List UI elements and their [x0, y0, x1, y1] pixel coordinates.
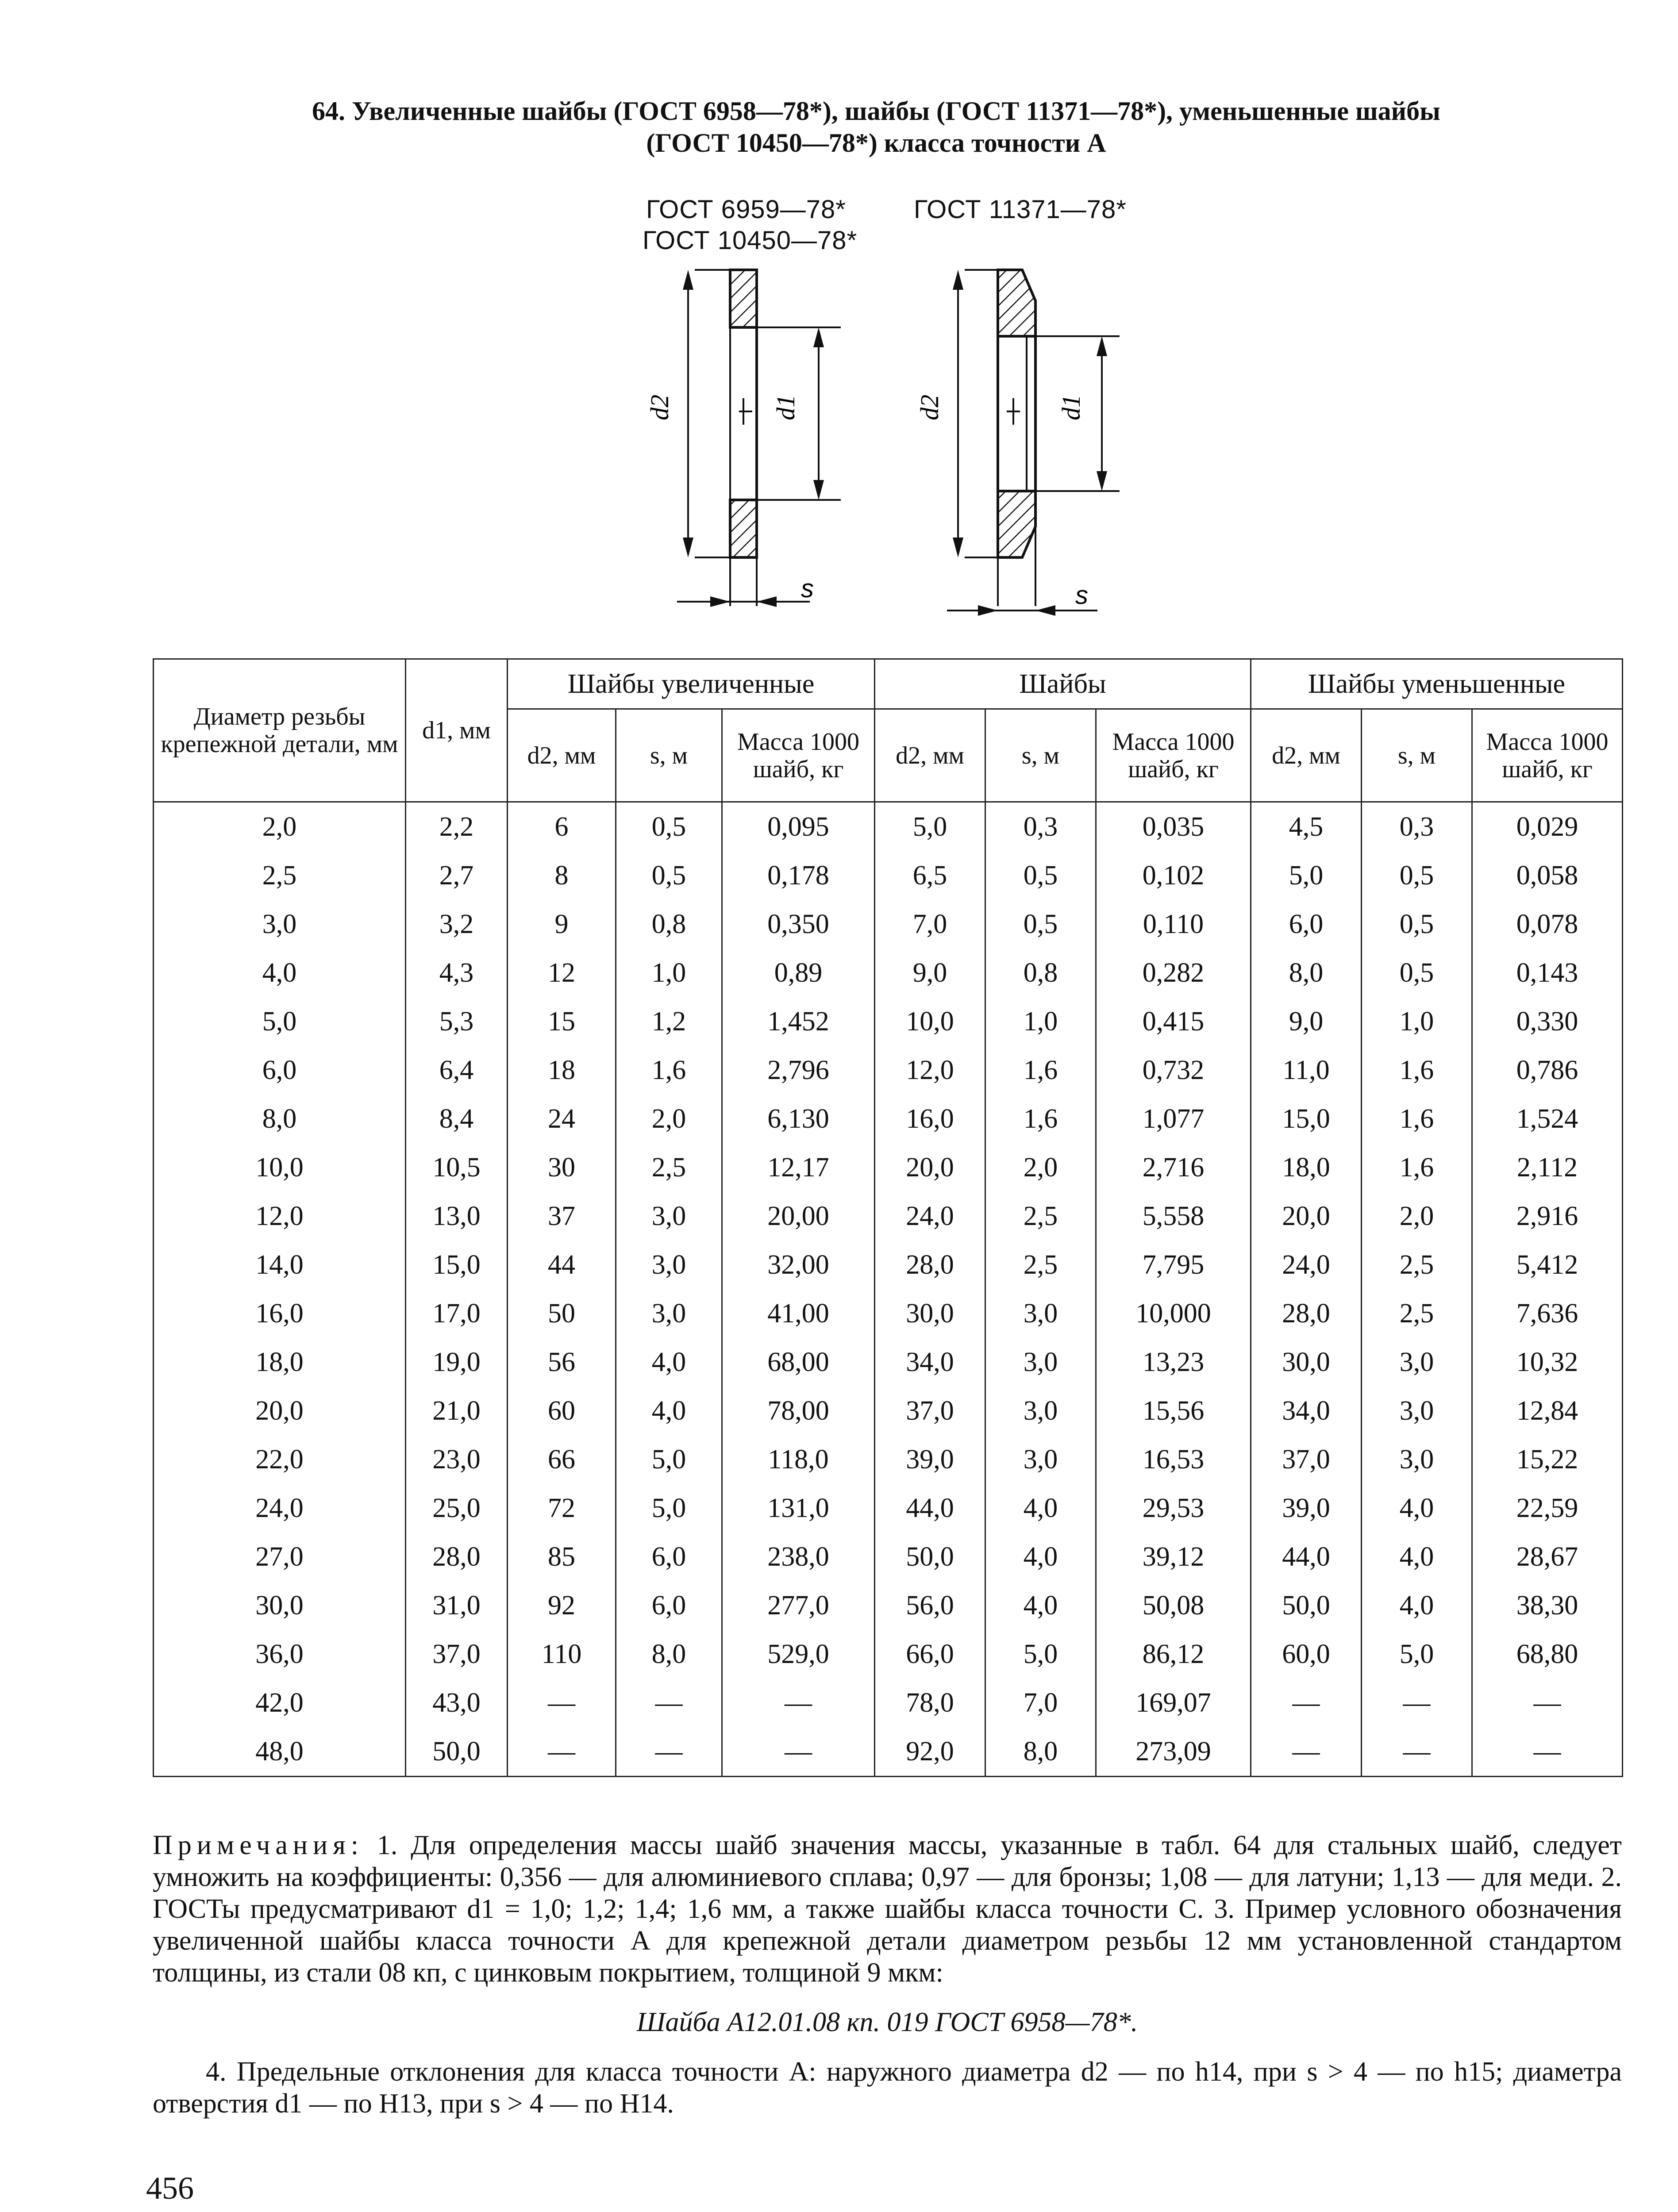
table-cell: —	[508, 1727, 616, 1777]
table-cell: 5,0	[1251, 851, 1362, 900]
table-cell: 27,0	[154, 1532, 406, 1581]
table-cell: 5,0	[1362, 1630, 1472, 1678]
table-cell: 39,0	[1251, 1484, 1362, 1532]
table-cell: 68,80	[1472, 1630, 1623, 1678]
table-cell: 1,6	[1362, 1143, 1472, 1192]
table-cell: 1,077	[1096, 1094, 1251, 1143]
table-row	[154, 802, 1623, 852]
table-cell: 39,12	[1096, 1532, 1251, 1581]
table-cell: 1,6	[1362, 1094, 1472, 1143]
table-row	[154, 949, 1623, 997]
table-cell: 7,0	[985, 1678, 1096, 1727]
table-row	[154, 1581, 1623, 1630]
table-cell: 1,6	[985, 1046, 1096, 1094]
table-cell: 28,0	[875, 1240, 985, 1289]
table-cell: 78,0	[875, 1678, 985, 1727]
table-cell: —	[722, 1678, 875, 1727]
table-cell: 6,0	[616, 1532, 722, 1581]
table-cell: 2,5	[1362, 1240, 1472, 1289]
table-cell: 0,786	[1472, 1046, 1623, 1094]
table-cell: 9	[508, 900, 616, 949]
table-cell: 2,5	[985, 1240, 1096, 1289]
header-s-reduced: s, м	[1362, 709, 1472, 802]
table-cell: 60,0	[1251, 1630, 1362, 1678]
table-row	[154, 1484, 1623, 1532]
table-cell: 0,415	[1096, 997, 1251, 1046]
table-cell: 2,0	[1362, 1192, 1472, 1240]
dim-d1-right: d1	[1057, 395, 1085, 420]
table-cell: 1,2	[616, 997, 722, 1046]
table-cell: 16,0	[154, 1289, 406, 1338]
table-cell: 4,0	[616, 1386, 722, 1435]
table-cell: 0,102	[1096, 851, 1251, 900]
table-cell: 86,12	[1096, 1630, 1251, 1678]
table-cell: 273,09	[1096, 1727, 1251, 1777]
flat-washer-section	[677, 270, 841, 607]
dim-s-left: s	[801, 574, 814, 603]
table-cell: 7,795	[1096, 1240, 1251, 1289]
table-cell: 8	[508, 851, 616, 900]
table-cell: 92,0	[875, 1727, 985, 1777]
table-cell: 37,0	[875, 1386, 985, 1435]
table-cell: 30,0	[1251, 1338, 1362, 1386]
table-cell: 4,0	[616, 1338, 722, 1386]
table-cell: 6	[508, 802, 616, 852]
table-cell: 169,07	[1096, 1678, 1251, 1727]
table-cell: —	[1251, 1727, 1362, 1777]
table-cell: 19,0	[406, 1338, 508, 1386]
table-cell: 4,0	[1362, 1484, 1472, 1532]
table-row	[154, 1532, 1623, 1581]
table-cell: 4,0	[985, 1484, 1096, 1532]
table-cell: 34,0	[875, 1338, 985, 1386]
table-cell: 20,0	[875, 1143, 985, 1192]
table-cell: 9,0	[1251, 997, 1362, 1046]
notes-text-1: 1. Для определения массы шайб значения массы, указанные в табл. 64 для стальных шайб, следует умножить на коэффициенты: 0,356 — для алюминиевого сплава; 0,97 — для бронзы; 1,08 — для латуни; 1,13 — для меди. 2. ГОСТы предусматривают d1 = 1,0; 1,2; 1,4; 1,6 мм, а также шайбы класса точности С. 3. Пример условного обозначения увеличенной шайбы класса точности А для крепежной детали диаметром резьбы 12 мм установленной стандартом толщины, из стали 08 кп, с цинковым покрытием, толщиной 9 мкм:	[153, 1830, 1622, 1988]
header-group-reduced: Шайбы уменьшенные	[1251, 659, 1623, 709]
table-cell: 12	[508, 949, 616, 997]
table-cell: 10,32	[1472, 1338, 1623, 1386]
table-cell: 20,0	[154, 1386, 406, 1435]
table-title-line-2: (ГОСТ 10450—78*) класса точности А	[646, 128, 1106, 157]
table-cell: 23,0	[406, 1435, 508, 1484]
table-cell: —	[1362, 1678, 1472, 1727]
page-number: 456	[146, 2170, 194, 2206]
table-cell: 28,67	[1472, 1532, 1623, 1581]
table-cell: 3,0	[616, 1289, 722, 1338]
table-cell: —	[616, 1678, 722, 1727]
table-cell: 36,0	[154, 1630, 406, 1678]
table-cell: 34,0	[1251, 1386, 1362, 1435]
table-cell: 66	[508, 1435, 616, 1484]
notes-paragraph-4: 4. Предельные отклонения для класса точности А: наружного диаметра d2 — по h14, при s > 4 — по h15; диаметра отверстия d1 — по H13, при s > 4 — по H14.	[153, 2057, 1622, 2119]
table-cell: 15,22	[1472, 1435, 1623, 1484]
table-cell: 13,0	[406, 1192, 508, 1240]
table-cell: 131,0	[722, 1484, 875, 1532]
table-cell: 32,00	[722, 1240, 875, 1289]
table-cell: 5,0	[875, 802, 985, 852]
table-cell: 68,00	[722, 1338, 875, 1386]
table-cell: 44,0	[875, 1484, 985, 1532]
dim-d2-left: d2	[645, 395, 674, 420]
header-mass-normal: Масса 1000 шайб, кг	[1096, 709, 1251, 802]
table-cell: 1,524	[1472, 1094, 1623, 1143]
table-cell: 8,0	[616, 1630, 722, 1678]
table-cell: 31,0	[406, 1581, 508, 1630]
drawing-label-gost-6959: ГОСТ 6959—78*	[646, 195, 846, 224]
table-cell: 12,17	[722, 1143, 875, 1192]
designation-example: Шайба А12.01.08 кп. 019 ГОСТ 6958—78*.	[636, 2007, 1138, 2037]
table-cell: 15,0	[1251, 1094, 1362, 1143]
table-row	[154, 1678, 1623, 1727]
table-title-line-1: 64. Увеличенные шайбы (ГОСТ 6958—78*), шайбы (ГОСТ 11371—78*), уменьшенные шайбы	[312, 96, 1441, 126]
table-cell: 0,178	[722, 851, 875, 900]
table-cell: 3,0	[985, 1289, 1096, 1338]
notes	[153, 1829, 1622, 2120]
table-cell: 2,5	[1362, 1289, 1472, 1338]
table-cell: 21,0	[406, 1386, 508, 1435]
table-cell: 28,0	[406, 1532, 508, 1581]
table-cell: 29,53	[1096, 1484, 1251, 1532]
table-cell: 9,0	[875, 949, 985, 997]
header-d2-normal: d2, мм	[875, 709, 985, 802]
table-cell: 8,0	[985, 1727, 1096, 1777]
header-group-normal: Шайбы	[875, 659, 1251, 709]
table-cell: 3,0	[1362, 1386, 1472, 1435]
table-cell: 4,0	[985, 1532, 1096, 1581]
table-cell: 2,5	[616, 1143, 722, 1192]
table-cell: 37,0	[1251, 1435, 1362, 1484]
table-cell: 12,0	[875, 1046, 985, 1094]
table-cell: 56,0	[875, 1581, 985, 1630]
chamfered-washer-section	[947, 270, 1120, 616]
table-cell: 10,000	[1096, 1289, 1251, 1338]
table-cell: 5,3	[406, 997, 508, 1046]
table-cell: 8,0	[1251, 949, 1362, 997]
table-cell: 0,732	[1096, 1046, 1251, 1094]
table-cell: —	[616, 1727, 722, 1777]
table-row	[154, 900, 1623, 949]
table-cell: 3,2	[406, 900, 508, 949]
table-cell: 18,0	[1251, 1143, 1362, 1192]
table-cell: 22,0	[154, 1435, 406, 1484]
table-cell: 3,0	[1362, 1338, 1472, 1386]
header-s-normal: s, м	[985, 709, 1096, 802]
table-cell: 6,0	[616, 1581, 722, 1630]
table-cell: 14,0	[154, 1240, 406, 1289]
table-cell: 38,30	[1472, 1581, 1623, 1630]
header-mass-reduced: Масса 1000 шайб, кг	[1472, 709, 1623, 802]
dim-s-right: s	[1075, 581, 1088, 610]
table-cell: 110	[508, 1630, 616, 1678]
header-mass-enlarged: Масса 1000 шайб, кг	[722, 709, 875, 802]
table-cell: 2,5	[154, 851, 406, 900]
table-cell: —	[1472, 1678, 1623, 1727]
table-cell: 6,0	[1251, 900, 1362, 949]
table-cell: 0,330	[1472, 997, 1623, 1046]
table-cell: 0,5	[616, 802, 722, 852]
table-cell: 0,89	[722, 949, 875, 997]
table-cell: 5,0	[616, 1435, 722, 1484]
table-cell: 6,5	[875, 851, 985, 900]
table-cell: 78,00	[722, 1386, 875, 1435]
table-cell: 0,5	[1362, 900, 1472, 949]
table-cell: 2,5	[985, 1192, 1096, 1240]
table-cell: 18	[508, 1046, 616, 1094]
table-cell: 42,0	[154, 1678, 406, 1727]
table-cell: 10,5	[406, 1143, 508, 1192]
table-cell: 2,2	[406, 802, 508, 852]
table-cell: 5,0	[985, 1630, 1096, 1678]
table-cell: 24,0	[1251, 1240, 1362, 1289]
table-cell: 3,0	[1362, 1435, 1472, 1484]
table-cell: 1,452	[722, 997, 875, 1046]
notes-paragraph-1	[153, 1829, 1622, 1989]
table-cell: 50,08	[1096, 1581, 1251, 1630]
table-cell: 3,0	[154, 900, 406, 949]
table-cell: 0,8	[616, 900, 722, 949]
table-row	[154, 1094, 1623, 1143]
table-cell: 50	[508, 1289, 616, 1338]
table-cell: 3,0	[985, 1338, 1096, 1386]
washer-drawing	[611, 252, 1142, 633]
table-cell: 0,095	[722, 802, 875, 852]
table-cell: 20,00	[722, 1192, 875, 1240]
table-cell: 2,7	[406, 851, 508, 900]
table-row	[154, 1435, 1623, 1484]
table-cell: 0,029	[1472, 802, 1623, 852]
table-cell: 2,0	[616, 1094, 722, 1143]
table-cell: 37,0	[406, 1630, 508, 1678]
table-cell: 2,716	[1096, 1143, 1251, 1192]
dim-d2-right: d2	[915, 395, 944, 420]
table-cell: 37	[508, 1192, 616, 1240]
table-cell: 50,0	[1251, 1581, 1362, 1630]
table-cell: 0,143	[1472, 949, 1623, 997]
table-body	[154, 802, 1623, 1777]
table-cell: 39,0	[875, 1435, 985, 1484]
table-cell: 10,0	[875, 997, 985, 1046]
washer-table-wrap	[153, 658, 1623, 1777]
table-cell: 5,558	[1096, 1192, 1251, 1240]
table-cell: 0,5	[985, 851, 1096, 900]
table-cell: 15,56	[1096, 1386, 1251, 1435]
table-cell: 25,0	[406, 1484, 508, 1532]
dim-d1-left: d1	[771, 395, 800, 420]
table-cell: 0,5	[616, 851, 722, 900]
table-cell: 4,3	[406, 949, 508, 997]
table-cell: 30,0	[154, 1581, 406, 1630]
table-cell: 0,035	[1096, 802, 1251, 852]
table-cell: 11,0	[1251, 1046, 1362, 1094]
table-cell: 0,3	[985, 802, 1096, 852]
table-cell: 4,0	[985, 1581, 1096, 1630]
table-cell: 22,59	[1472, 1484, 1623, 1532]
table-cell: 5,0	[154, 997, 406, 1046]
table-cell: 13,23	[1096, 1338, 1251, 1386]
table-cell: 12,0	[154, 1192, 406, 1240]
table-cell: 50,0	[875, 1532, 985, 1581]
table-cell: 5,0	[616, 1484, 722, 1532]
notes-label: Примечания:	[153, 1830, 364, 1860]
table-cell: 60	[508, 1386, 616, 1435]
table-cell: 44	[508, 1240, 616, 1289]
table-cell: 277,0	[722, 1581, 875, 1630]
table-cell: 41,00	[722, 1289, 875, 1338]
table-row	[154, 1386, 1623, 1435]
table-cell: 2,0	[985, 1143, 1096, 1192]
table-cell: 5,412	[1472, 1240, 1623, 1289]
drawing-label-gost-10450: ГОСТ 10450—78*	[643, 226, 858, 255]
header-d2-reduced: d2, мм	[1251, 709, 1362, 802]
table-cell: —	[1362, 1727, 1472, 1777]
table-cell: 48,0	[154, 1727, 406, 1777]
table-cell: 18,0	[154, 1338, 406, 1386]
table-cell: 0,8	[985, 949, 1096, 997]
table-row	[154, 1338, 1623, 1386]
table-cell: 16,0	[875, 1094, 985, 1143]
table-row	[154, 1192, 1623, 1240]
table-cell: 2,796	[722, 1046, 875, 1094]
table-cell: 24,0	[154, 1484, 406, 1532]
table-cell: 56	[508, 1338, 616, 1386]
table-cell: 0,3	[1362, 802, 1472, 852]
table-cell: 4,0	[1362, 1581, 1472, 1630]
header-d2-enlarged: d2, мм	[508, 709, 616, 802]
table-cell: 24,0	[875, 1192, 985, 1240]
table-cell: 1,6	[985, 1094, 1096, 1143]
table-cell: 92	[508, 1581, 616, 1630]
table-cell: 15,0	[406, 1240, 508, 1289]
table-cell: 0,078	[1472, 900, 1623, 949]
table-cell: 1,6	[616, 1046, 722, 1094]
table-cell: 20,0	[1251, 1192, 1362, 1240]
header-thread-diameter: Диаметр резьбы крепежной детали, мм	[154, 659, 406, 802]
table-cell: 2,916	[1472, 1192, 1623, 1240]
table-cell: 17,0	[406, 1289, 508, 1338]
table-cell: 12,84	[1472, 1386, 1623, 1435]
table-cell: 3,0	[616, 1240, 722, 1289]
header-s-enlarged: s, м	[616, 709, 722, 802]
table-cell: 66,0	[875, 1630, 985, 1678]
drawing-label-gost-11371: ГОСТ 11371—78*	[914, 195, 1127, 224]
table-cell: 0,5	[1362, 949, 1472, 997]
table-cell: 0,058	[1472, 851, 1623, 900]
table-row	[154, 1046, 1623, 1094]
table-row	[154, 1143, 1623, 1192]
header-d1: d1, мм	[406, 659, 508, 802]
table-cell: 2,0	[154, 802, 406, 852]
table-cell: 0,5	[1362, 851, 1472, 900]
table-cell: 6,0	[154, 1046, 406, 1094]
header-group-enlarged: Шайбы увеличенные	[508, 659, 875, 709]
table-cell: 44,0	[1251, 1532, 1362, 1581]
table-row	[154, 1727, 1623, 1777]
table-title	[168, 95, 1584, 159]
table-cell: 118,0	[722, 1435, 875, 1484]
table-cell: 85	[508, 1532, 616, 1581]
table-cell: 1,0	[1362, 997, 1472, 1046]
table-cell: 10,0	[154, 1143, 406, 1192]
table-cell: 6,4	[406, 1046, 508, 1094]
table-cell: 1,6	[1362, 1046, 1472, 1094]
table-cell: 3,0	[616, 1192, 722, 1240]
table-cell: 238,0	[722, 1532, 875, 1581]
table-cell: 24	[508, 1094, 616, 1143]
table-row	[154, 1240, 1623, 1289]
washer-table	[153, 658, 1623, 1777]
table-cell: 1,0	[616, 949, 722, 997]
table-cell: 0,282	[1096, 949, 1251, 997]
table-cell: 4,5	[1251, 802, 1362, 852]
table-cell: 6,130	[722, 1094, 875, 1143]
table-cell: 4,0	[154, 949, 406, 997]
table-cell: 7,636	[1472, 1289, 1623, 1338]
table-row	[154, 1289, 1623, 1338]
table-cell: 3,0	[985, 1435, 1096, 1484]
table-row	[154, 851, 1623, 900]
table-cell: 50,0	[406, 1727, 508, 1777]
table-cell: —	[1472, 1727, 1623, 1777]
table-cell: 28,0	[1251, 1289, 1362, 1338]
table-cell: 30,0	[875, 1289, 985, 1338]
table-cell: 72	[508, 1484, 616, 1532]
table-cell: 2,112	[1472, 1143, 1623, 1192]
table-cell: 0,110	[1096, 900, 1251, 949]
table-cell: 30	[508, 1143, 616, 1192]
table-cell: 3,0	[985, 1386, 1096, 1435]
table-row	[154, 997, 1623, 1046]
table-cell: —	[1251, 1678, 1362, 1727]
table-cell: 0,5	[985, 900, 1096, 949]
table-cell: 43,0	[406, 1678, 508, 1727]
table-cell: 16,53	[1096, 1435, 1251, 1484]
table-cell: 0,350	[722, 900, 875, 949]
table-cell: 1,0	[985, 997, 1096, 1046]
table-cell: 15	[508, 997, 616, 1046]
table-cell: 4,0	[1362, 1532, 1472, 1581]
table-cell: —	[508, 1678, 616, 1727]
table-cell: 8,0	[154, 1094, 406, 1143]
table-row	[154, 1630, 1623, 1678]
table-cell: 529,0	[722, 1630, 875, 1678]
table-cell: —	[722, 1727, 875, 1777]
table-cell: 7,0	[875, 900, 985, 949]
table-cell: 8,4	[406, 1094, 508, 1143]
